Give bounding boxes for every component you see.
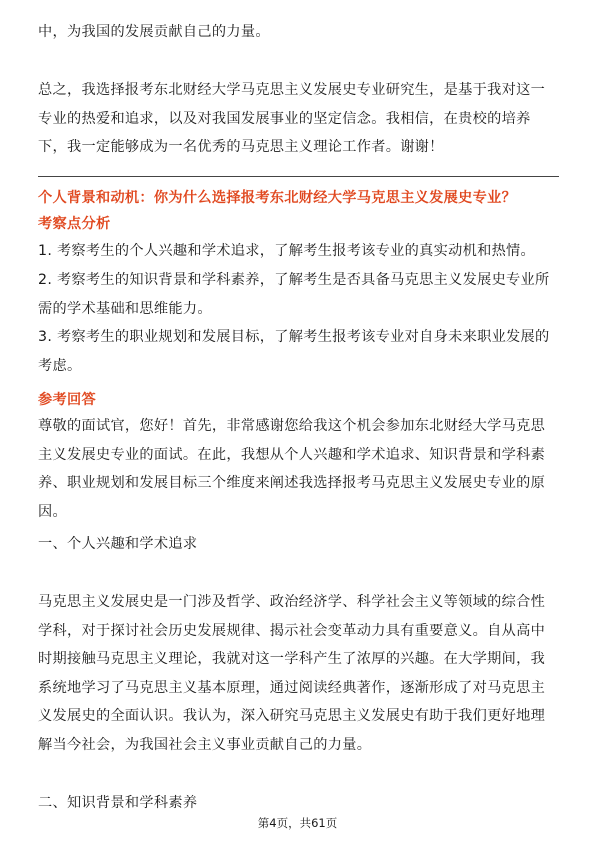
section-title-1: 一、个人兴趣和学术追求 xyxy=(38,536,198,552)
paragraph-conclusion: 总之，我选择报考东北财经大学马克思主义发展史专业研究生，是基于我对这一专业的热爱和追求，以及对我国发展事业的坚定信念。我相信，在贵校的培养下，我一定能够成为一名优秀的马克思主义理论工作者。谢谢！ xyxy=(38,82,546,155)
paragraph-continuation: 中，为我国的发展贡献自己的力量。 xyxy=(38,24,270,40)
analysis-point-2: 2. 考察考生的知识背景和学科素养，了解考生是否具备马克思主义发展史专业所需的学术基础和思维能力。 xyxy=(38,272,550,317)
section-divider xyxy=(38,176,559,177)
question-title: 个人背景和动机：你为什么选择报考东北财经大学马克思主义发展史专业？ xyxy=(38,190,517,206)
analysis-point-3: 3. 考察考生的职业规划和发展目标，了解考生报考该专业对自身未来职业发展的考虑。 xyxy=(38,329,550,374)
page-number: 第4页，共61页 xyxy=(257,816,338,830)
analysis-point-1: 1. 考察考生的个人兴趣和学术追求，了解考生报考该专业的真实动机和热情。 xyxy=(38,243,536,259)
section-title-2: 二、知识背景和学科素养 xyxy=(38,795,198,811)
answer-intro: 尊敬的面试官，您好！首先，非常感谢您给我这个机会参加东北财经大学马克思主义发展史专业的面试。在此，我想从个人兴趣和学术追求、知识背景和学科素养、职业规划和发展目标三个维度来阐述我选择报考马克思主义发展史专业的原因。 xyxy=(38,418,546,520)
section-body-1: 马克思主义发展史是一门涉及哲学、政治经济学、科学社会主义等领域的综合性学科，对于探讨社会历史发展规律、揭示社会变革动力具有重要意义。自从高中时期接触马克思主义理论，我就对这一学科产生了浓厚的兴趣。在大学期间，我系统地学习了马克思主义基本原理，通过阅读经典著作，逐渐形成了对马克思主义发展史的全面认识。我认为，深入研究马克思主义发展史有助于我们更好地理解当今社会，为我国社会主义事业贡献自己的力量。 xyxy=(38,594,546,753)
answer-heading: 参考回答 xyxy=(38,392,96,408)
analysis-heading: 考察点分析 xyxy=(38,216,111,232)
